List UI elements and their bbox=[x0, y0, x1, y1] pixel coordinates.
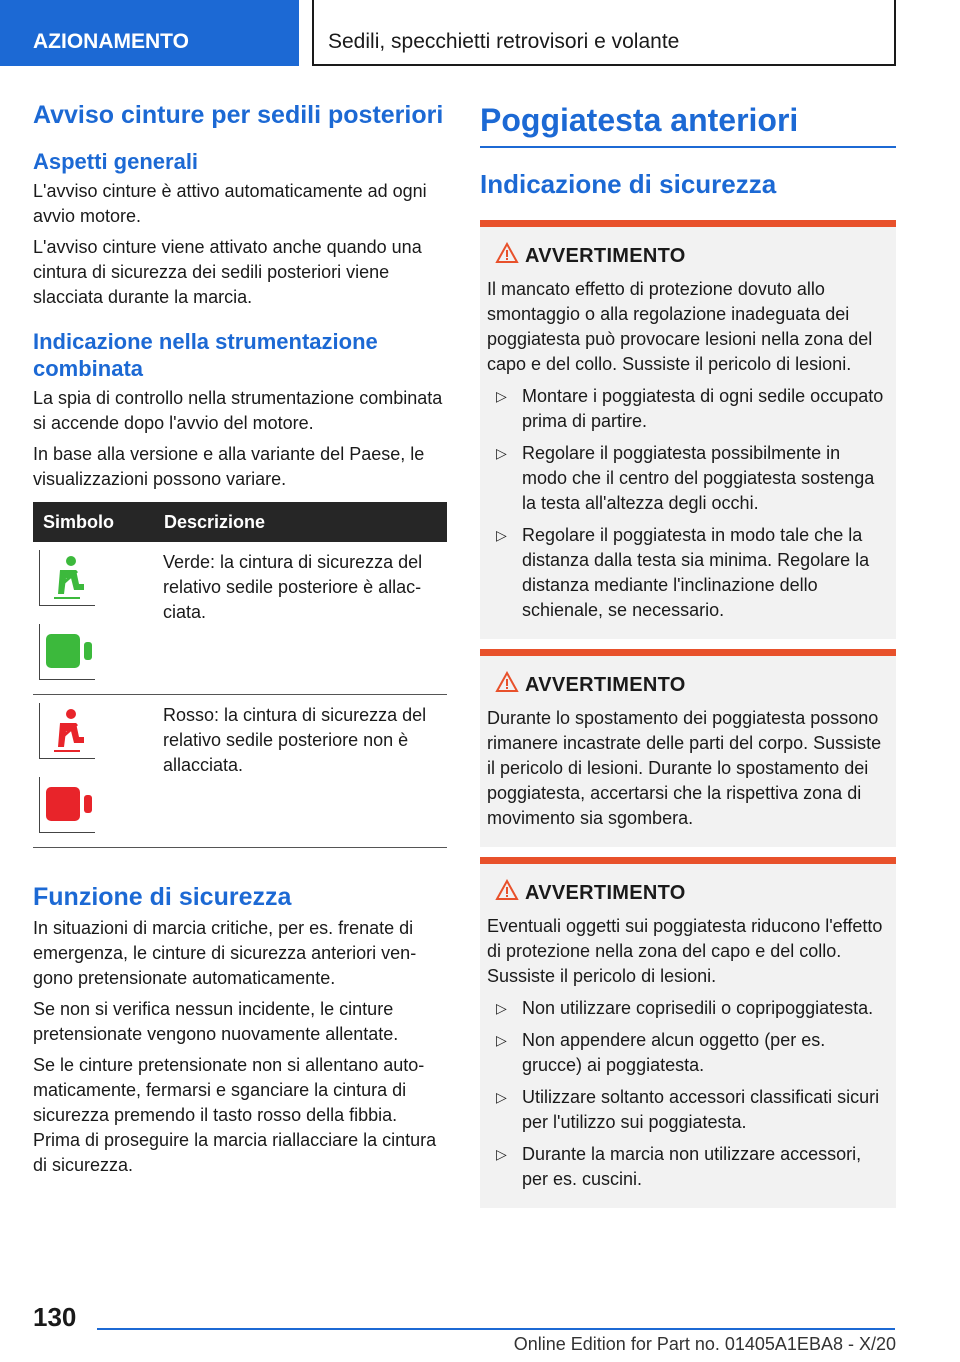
column-header-symbol: Simbolo bbox=[33, 502, 154, 542]
warning-box bbox=[480, 857, 896, 1208]
warning-title: AVVERTIMENTO bbox=[525, 244, 686, 267]
warning-box bbox=[480, 220, 896, 639]
bullet-triangle-icon: ▷ bbox=[496, 445, 507, 461]
bullet-triangle-icon: ▷ bbox=[496, 1032, 507, 1048]
seat-indicator-green-icon bbox=[39, 624, 95, 680]
seat-indicator-red-icon bbox=[39, 777, 95, 833]
divider bbox=[480, 146, 896, 148]
warning-header bbox=[487, 670, 886, 700]
paragraph: In base alla versione e alla variante del Paese, le visualizzazioni possono variare. bbox=[33, 444, 425, 489]
warning-triangle-icon bbox=[487, 242, 525, 270]
description-cell: Verde: la cintura di sicurezza del relativo sedile posteriore è allacciata. bbox=[154, 542, 447, 695]
list-item: ▷ Regolare il poggiatesta possibilmente in modo che il centro del poggiatesta sostenga la testa all'altezza degli occhi. bbox=[496, 443, 875, 513]
warning-header bbox=[487, 241, 886, 271]
bullet-triangle-icon: ▷ bbox=[496, 388, 507, 404]
page-number: 130 bbox=[33, 1302, 77, 1332]
warning-text: Eventuali oggetti sui poggiatesta riducono l'effetto di protezione nella zona del capo e del collo. Sussiste il pericolo di lesioni. bbox=[487, 916, 883, 986]
list-item: ▷ Montare i poggiatesta di ogni sedile occupato prima di partire. bbox=[496, 386, 884, 431]
list-item: ▷ Regolare il poggiatesta in modo tale che la distanza dalla testa sia minima. Regolare la distanza mediante l'inclinazione dello schienale, se necessario. bbox=[496, 525, 870, 620]
paragraph: Se non si verifica nessun incidente, le cinture pretensionate vengono nuovamente allentate. bbox=[33, 999, 399, 1044]
footer-divider bbox=[97, 1328, 895, 1330]
heading-general: Aspetti generali bbox=[33, 149, 199, 174]
table-header-row bbox=[33, 502, 447, 542]
heading-belt-reminder: Avviso cinture per sedili posteriori bbox=[33, 101, 444, 129]
list-item: ▷ Non utilizzare coprisedili o copripoggiatesta. bbox=[487, 996, 886, 1021]
warning-title: AVVERTIMENTO bbox=[525, 881, 686, 904]
bullet-triangle-icon: ▷ bbox=[496, 1146, 507, 1162]
list-item: ▷ Utilizzare soltanto accessori classificati sicuri per l'utilizzo sui poggiatesta. bbox=[496, 1087, 880, 1132]
warning-header bbox=[487, 878, 886, 908]
list-item: ▷ Durante la marcia non utilizzare accessori, per es. cuscini. bbox=[496, 1144, 862, 1189]
heading-safety-note: Indicazione di sicurezza bbox=[480, 169, 777, 199]
table-row bbox=[33, 695, 447, 848]
bullet-triangle-icon: ▷ bbox=[496, 527, 507, 543]
symbol-table bbox=[33, 502, 447, 848]
paragraph: La spia di controllo nella strumentazione combinata si accende dopo l'avvio del motore. bbox=[33, 388, 443, 433]
column-header-description: Descrizione bbox=[154, 502, 447, 542]
heading-safety-function: Funzione di sicurezza bbox=[33, 883, 292, 911]
seatbelt-unfastened-icon bbox=[39, 703, 95, 759]
warning-triangle-icon bbox=[487, 671, 525, 699]
warning-text: Durante lo spostamento dei poggiatesta possono rimanere incastrate delle parti del corpo. Sussiste il pericolo di lesioni. Durante lo spostamento dei poggiatesta, accertarsi che la rispettiva zona di movimento sia sgombera. bbox=[487, 708, 882, 828]
paragraph: Se le cinture pretensionate non si allentano automaticamente, fermarsi e sganciare la cintura di sicurezza premendo il tasto rosso della fibbia. Prima di proseguire la marcia riallacciare la cintura di sicurezza. bbox=[33, 1055, 437, 1175]
paragraph: In situazioni di marcia critiche, per es. frenate di emergenza, le cinture di sicurezza anteriori vengono pretensionate automaticamente. bbox=[33, 918, 417, 988]
warning-triangle-icon bbox=[487, 879, 525, 907]
paragraph: L'avviso cinture è attivo automaticamente ad ogni avvio motore. bbox=[33, 181, 427, 226]
paragraph: L'avviso cinture viene attivato anche quando una cintura di sicurezza dei sedili posteriori viene slacciata durante la marcia. bbox=[33, 237, 422, 307]
warning-box bbox=[480, 649, 896, 847]
symbol-cell bbox=[33, 695, 154, 848]
seatbelt-fastened-icon bbox=[39, 550, 95, 606]
left-column bbox=[33, 100, 447, 1178]
heading-indicator: Indicazione nella strumentazione combinata bbox=[33, 329, 378, 381]
description-cell: Rosso: la cintura di sicurezza del relativo sedile posteriore non è allacciata. bbox=[154, 695, 447, 848]
bullet-triangle-icon: ▷ bbox=[496, 1000, 507, 1016]
edition-link[interactable]: Online Edition for Part no. 01405A1EBA8 - X/20 bbox=[513, 1334, 896, 1354]
symbol-cell bbox=[33, 542, 154, 695]
chapter-title: Sedili, specchietti retrovisori e volante bbox=[312, 0, 896, 66]
list-item: ▷ Non appendere alcun oggetto (per es. grucce) ai poggiatesta. bbox=[496, 1030, 826, 1075]
table-row bbox=[33, 542, 447, 695]
warning-title: AVVERTIMENTO bbox=[525, 673, 686, 696]
right-column bbox=[480, 100, 896, 1208]
bullet-triangle-icon: ▷ bbox=[496, 1089, 507, 1105]
heading-front-headrests: Poggiatesta anteriori bbox=[480, 102, 799, 138]
page-header bbox=[0, 0, 960, 66]
warning-text: Il mancato effetto di protezione dovuto allo smontaggio o alla regolazione inadeguata dei poggiatesta può provocare lesioni nella zona del capo e del collo. Sussiste il pericolo di lesioni. bbox=[487, 279, 873, 374]
section-tab: AZIONAMENTO bbox=[0, 0, 299, 66]
